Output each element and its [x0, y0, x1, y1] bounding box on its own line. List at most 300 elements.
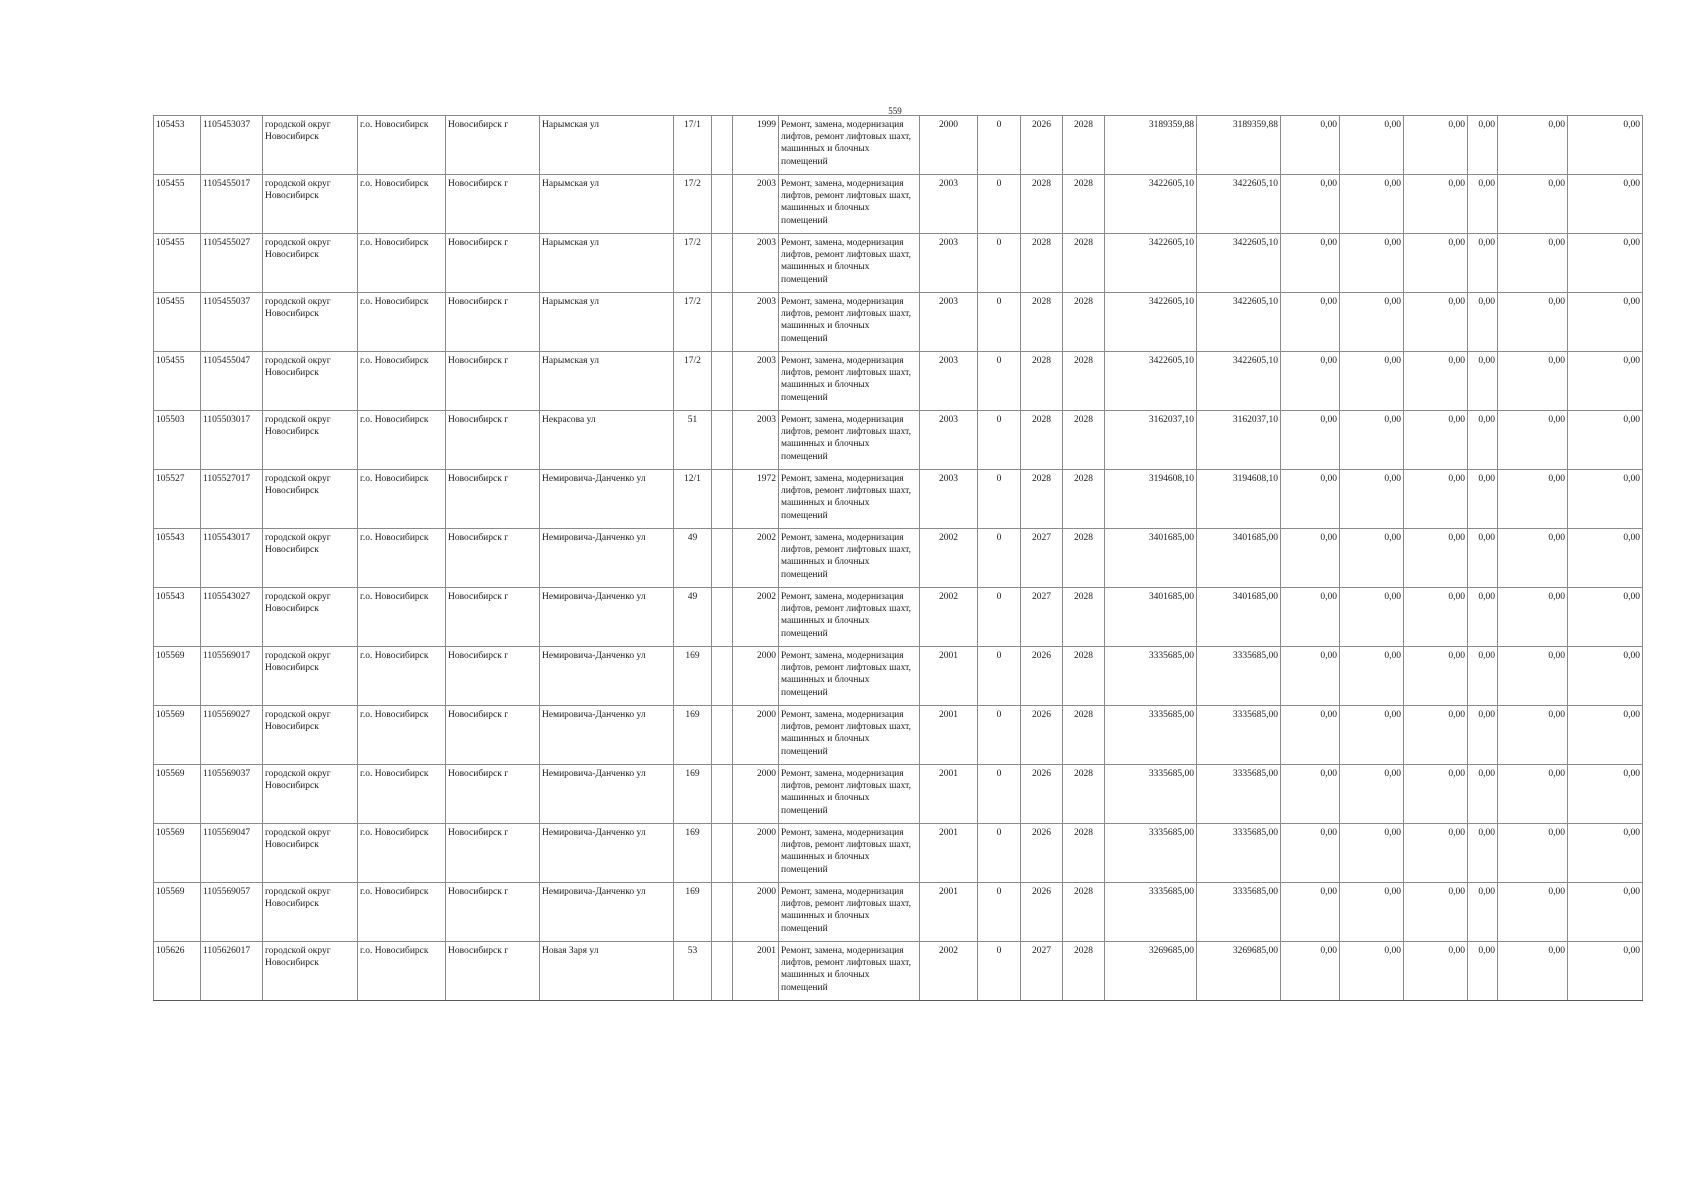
flag-cell: 0 — [978, 588, 1021, 647]
street-cell: Немировича-Данченко ул — [540, 529, 674, 588]
year-built-cell: 2000 — [733, 883, 779, 942]
plan-start-year-cell: 2026 — [1021, 647, 1063, 706]
plan-end-year-cell: 2028 — [1063, 588, 1105, 647]
table-row — [154, 647, 1643, 706]
municipality-cell: г.о. Новосибирск — [358, 529, 446, 588]
cost-share-1-cell: 0,00 — [1281, 765, 1340, 824]
cost-fund-cell: 3401685,00 — [1197, 529, 1281, 588]
street-cell: Нарымская ул — [540, 175, 674, 234]
work-type-cell: Ремонт, замена, модернизация лифтов, ремонт лифтовых шахт, машинных и блочных помещений — [779, 942, 920, 1001]
municipality-cell: г.о. Новосибирск — [358, 411, 446, 470]
cost-fund-cell: 3422605,10 — [1197, 293, 1281, 352]
plan-end-year-cell: 2028 — [1063, 824, 1105, 883]
last-repair-year-cell: 2003 — [920, 293, 978, 352]
municipality-cell: г.о. Новосибирск — [358, 175, 446, 234]
municipality-cell: г.о. Новосибирск — [358, 647, 446, 706]
work-type-cell: Ремонт, замена, модернизация лифтов, ремонт лифтовых шахт, машинных и блочных помещений — [779, 529, 920, 588]
object-code-cell: 1105569017 — [201, 647, 263, 706]
cost-share-4-cell: 0,00 — [1468, 647, 1498, 706]
last-repair-year-cell: 2003 — [920, 352, 978, 411]
house-number-cell: 17/2 — [674, 293, 712, 352]
plan-end-year-cell: 2028 — [1063, 470, 1105, 529]
table-row — [154, 352, 1643, 411]
object-code-cell: 1105543017 — [201, 529, 263, 588]
work-type-cell: Ремонт, замена, модернизация лифтов, ремонт лифтовых шахт, машинных и блочных помещений — [779, 647, 920, 706]
cost-share-5-cell: 0,00 — [1498, 116, 1568, 175]
last-repair-year-cell: 2002 — [920, 529, 978, 588]
municipality-cell: г.о. Новосибирск — [358, 293, 446, 352]
cost-share-6-cell: 0,00 — [1568, 942, 1643, 1001]
city-cell: Новосибирск г — [446, 175, 540, 234]
street-cell: Немировича-Данченко ул — [540, 765, 674, 824]
cost-fund-cell: 3269685,00 — [1197, 942, 1281, 1001]
object-code-cell: 1105569047 — [201, 824, 263, 883]
cost-share-5-cell: 0,00 — [1498, 647, 1568, 706]
house-number-cell: 17/2 — [674, 352, 712, 411]
cost-share-1-cell: 0,00 — [1281, 116, 1340, 175]
table-row — [154, 765, 1643, 824]
building-cell — [712, 647, 733, 706]
city-cell: Новосибирск г — [446, 942, 540, 1001]
table-row — [154, 942, 1643, 1001]
cost-fund-cell: 3162037,10 — [1197, 411, 1281, 470]
object-code-cell: 1105455037 — [201, 293, 263, 352]
year-built-cell: 2000 — [733, 824, 779, 883]
cost-share-4-cell: 0,00 — [1468, 942, 1498, 1001]
cost-total-cell: 3194608,10 — [1105, 470, 1197, 529]
repair-register-table — [153, 115, 1643, 1001]
city-cell: Новосибирск г — [446, 647, 540, 706]
cost-share-1-cell: 0,00 — [1281, 942, 1340, 1001]
plan-start-year-cell: 2028 — [1021, 352, 1063, 411]
municipality-cell: г.о. Новосибирск — [358, 706, 446, 765]
plan-end-year-cell: 2028 — [1063, 411, 1105, 470]
object-code-cell: 1105503017 — [201, 411, 263, 470]
object-code-cell: 1105626017 — [201, 942, 263, 1001]
cost-share-3-cell: 0,00 — [1404, 116, 1468, 175]
city-cell: Новосибирск г — [446, 883, 540, 942]
flag-cell: 0 — [978, 824, 1021, 883]
cost-share-1-cell: 0,00 — [1281, 411, 1340, 470]
plan-start-year-cell: 2026 — [1021, 883, 1063, 942]
house-number-cell: 53 — [674, 942, 712, 1001]
building-cell — [712, 293, 733, 352]
cost-share-1-cell: 0,00 — [1281, 234, 1340, 293]
plan-end-year-cell: 2028 — [1063, 234, 1105, 293]
street-cell: Немировича-Данченко ул — [540, 588, 674, 647]
cost-share-3-cell: 0,00 — [1404, 293, 1468, 352]
table-row — [154, 824, 1643, 883]
cost-share-6-cell: 0,00 — [1568, 706, 1643, 765]
plan-end-year-cell: 2028 — [1063, 293, 1105, 352]
table-row — [154, 588, 1643, 647]
cost-total-cell: 3335685,00 — [1105, 647, 1197, 706]
district-cell: городской округ Новосибирск — [263, 175, 358, 234]
table-row — [154, 234, 1643, 293]
cost-share-2-cell: 0,00 — [1340, 588, 1404, 647]
work-type-cell: Ремонт, замена, модернизация лифтов, ремонт лифтовых шахт, машинных и блочных помещений — [779, 765, 920, 824]
cost-fund-cell: 3335685,00 — [1197, 883, 1281, 942]
work-type-cell: Ремонт, замена, модернизация лифтов, ремонт лифтовых шахт, машинных и блочных помещений — [779, 706, 920, 765]
cost-share-6-cell: 0,00 — [1568, 824, 1643, 883]
cost-share-6-cell: 0,00 — [1568, 765, 1643, 824]
last-repair-year-cell: 2002 — [920, 942, 978, 1001]
flag-cell: 0 — [978, 293, 1021, 352]
object-code-cell: 1105455047 — [201, 352, 263, 411]
cost-share-4-cell: 0,00 — [1468, 234, 1498, 293]
record-id-cell: 105455 — [154, 234, 201, 293]
cost-share-1-cell: 0,00 — [1281, 824, 1340, 883]
cost-total-cell: 3335685,00 — [1105, 883, 1197, 942]
plan-end-year-cell: 2028 — [1063, 116, 1105, 175]
cost-share-2-cell: 0,00 — [1340, 824, 1404, 883]
cost-share-5-cell: 0,00 — [1498, 529, 1568, 588]
record-id-cell: 105626 — [154, 942, 201, 1001]
cost-share-5-cell: 0,00 — [1498, 883, 1568, 942]
year-built-cell: 2003 — [733, 293, 779, 352]
building-cell — [712, 352, 733, 411]
flag-cell: 0 — [978, 883, 1021, 942]
object-code-cell: 1105455027 — [201, 234, 263, 293]
street-cell: Немировича-Данченко ул — [540, 647, 674, 706]
cost-share-6-cell: 0,00 — [1568, 293, 1643, 352]
cost-share-1-cell: 0,00 — [1281, 529, 1340, 588]
record-id-cell: 105569 — [154, 706, 201, 765]
cost-total-cell: 3422605,10 — [1105, 293, 1197, 352]
flag-cell: 0 — [978, 411, 1021, 470]
house-number-cell: 169 — [674, 647, 712, 706]
page-number: 559 — [888, 106, 902, 116]
cost-share-5-cell: 0,00 — [1498, 411, 1568, 470]
cost-share-5-cell: 0,00 — [1498, 234, 1568, 293]
flag-cell: 0 — [978, 706, 1021, 765]
year-built-cell: 2002 — [733, 529, 779, 588]
cost-share-1-cell: 0,00 — [1281, 883, 1340, 942]
flag-cell: 0 — [978, 116, 1021, 175]
cost-share-6-cell: 0,00 — [1568, 529, 1643, 588]
cost-fund-cell: 3422605,10 — [1197, 352, 1281, 411]
cost-share-4-cell: 0,00 — [1468, 765, 1498, 824]
cost-share-3-cell: 0,00 — [1404, 706, 1468, 765]
cost-total-cell: 3422605,10 — [1105, 352, 1197, 411]
flag-cell: 0 — [978, 234, 1021, 293]
last-repair-year-cell: 2003 — [920, 175, 978, 234]
plan-start-year-cell: 2028 — [1021, 411, 1063, 470]
plan-start-year-cell: 2028 — [1021, 234, 1063, 293]
object-code-cell: 1105455017 — [201, 175, 263, 234]
district-cell: городской округ Новосибирск — [263, 765, 358, 824]
cost-share-4-cell: 0,00 — [1468, 116, 1498, 175]
record-id-cell: 105569 — [154, 647, 201, 706]
plan-start-year-cell: 2028 — [1021, 293, 1063, 352]
district-cell: городской округ Новосибирск — [263, 293, 358, 352]
cost-share-2-cell: 0,00 — [1340, 706, 1404, 765]
cost-fund-cell: 3422605,10 — [1197, 234, 1281, 293]
plan-start-year-cell: 2028 — [1021, 470, 1063, 529]
plan-end-year-cell: 2028 — [1063, 175, 1105, 234]
building-cell — [712, 529, 733, 588]
district-cell: городской округ Новосибирск — [263, 824, 358, 883]
work-type-cell: Ремонт, замена, модернизация лифтов, ремонт лифтовых шахт, машинных и блочных помещений — [779, 352, 920, 411]
cost-share-6-cell: 0,00 — [1568, 234, 1643, 293]
street-cell: Немировича-Данченко ул — [540, 883, 674, 942]
cost-share-3-cell: 0,00 — [1404, 942, 1468, 1001]
cost-fund-cell: 3335685,00 — [1197, 706, 1281, 765]
cost-share-1-cell: 0,00 — [1281, 706, 1340, 765]
record-id-cell: 105569 — [154, 765, 201, 824]
cost-share-6-cell: 0,00 — [1568, 411, 1643, 470]
cost-fund-cell: 3335685,00 — [1197, 824, 1281, 883]
cost-fund-cell: 3422605,10 — [1197, 175, 1281, 234]
cost-share-4-cell: 0,00 — [1468, 411, 1498, 470]
district-cell: городской округ Новосибирск — [263, 706, 358, 765]
cost-share-2-cell: 0,00 — [1340, 765, 1404, 824]
work-type-cell: Ремонт, замена, модернизация лифтов, ремонт лифтовых шахт, машинных и блочных помещений — [779, 883, 920, 942]
record-id-cell: 105569 — [154, 883, 201, 942]
cost-share-1-cell: 0,00 — [1281, 647, 1340, 706]
year-built-cell: 2003 — [733, 175, 779, 234]
street-cell: Нарымская ул — [540, 293, 674, 352]
plan-start-year-cell: 2027 — [1021, 529, 1063, 588]
year-built-cell: 2002 — [733, 588, 779, 647]
building-cell — [712, 883, 733, 942]
year-built-cell: 2003 — [733, 411, 779, 470]
cost-share-3-cell: 0,00 — [1404, 411, 1468, 470]
house-number-cell: 17/2 — [674, 234, 712, 293]
building-cell — [712, 470, 733, 529]
cost-share-5-cell: 0,00 — [1498, 942, 1568, 1001]
cost-share-6-cell: 0,00 — [1568, 470, 1643, 529]
flag-cell: 0 — [978, 352, 1021, 411]
record-id-cell: 105543 — [154, 588, 201, 647]
cost-total-cell: 3401685,00 — [1105, 529, 1197, 588]
street-cell: Немировича-Данченко ул — [540, 824, 674, 883]
cost-share-6-cell: 0,00 — [1568, 647, 1643, 706]
table-row — [154, 470, 1643, 529]
house-number-cell: 49 — [674, 529, 712, 588]
municipality-cell: г.о. Новосибирск — [358, 883, 446, 942]
year-built-cell: 2000 — [733, 647, 779, 706]
building-cell — [712, 175, 733, 234]
cost-share-4-cell: 0,00 — [1468, 470, 1498, 529]
city-cell: Новосибирск г — [446, 529, 540, 588]
district-cell: городской округ Новосибирск — [263, 352, 358, 411]
last-repair-year-cell: 2001 — [920, 824, 978, 883]
city-cell: Новосибирск г — [446, 706, 540, 765]
cost-share-6-cell: 0,00 — [1568, 883, 1643, 942]
cost-share-4-cell: 0,00 — [1468, 529, 1498, 588]
cost-share-3-cell: 0,00 — [1404, 588, 1468, 647]
plan-end-year-cell: 2028 — [1063, 647, 1105, 706]
house-number-cell: 17/2 — [674, 175, 712, 234]
cost-share-6-cell: 0,00 — [1568, 116, 1643, 175]
plan-end-year-cell: 2028 — [1063, 883, 1105, 942]
cost-fund-cell: 3194608,10 — [1197, 470, 1281, 529]
last-repair-year-cell: 2003 — [920, 234, 978, 293]
cost-share-2-cell: 0,00 — [1340, 470, 1404, 529]
house-number-cell: 12/1 — [674, 470, 712, 529]
street-cell: Нарымская ул — [540, 234, 674, 293]
cost-share-4-cell: 0,00 — [1468, 883, 1498, 942]
plan-start-year-cell: 2027 — [1021, 942, 1063, 1001]
last-repair-year-cell: 2001 — [920, 765, 978, 824]
record-id-cell: 105453 — [154, 116, 201, 175]
cost-total-cell: 3422605,10 — [1105, 234, 1197, 293]
cost-total-cell: 3269685,00 — [1105, 942, 1197, 1001]
cost-share-2-cell: 0,00 — [1340, 647, 1404, 706]
street-cell: Немировича-Данченко ул — [540, 470, 674, 529]
cost-share-2-cell: 0,00 — [1340, 234, 1404, 293]
year-built-cell: 1972 — [733, 470, 779, 529]
city-cell: Новосибирск г — [446, 824, 540, 883]
cost-fund-cell: 3335685,00 — [1197, 765, 1281, 824]
city-cell: Новосибирск г — [446, 470, 540, 529]
cost-share-2-cell: 0,00 — [1340, 883, 1404, 942]
cost-share-5-cell: 0,00 — [1498, 175, 1568, 234]
work-type-cell: Ремонт, замена, модернизация лифтов, ремонт лифтовых шахт, машинных и блочных помещений — [779, 293, 920, 352]
cost-share-1-cell: 0,00 — [1281, 588, 1340, 647]
record-id-cell: 105455 — [154, 352, 201, 411]
cost-share-5-cell: 0,00 — [1498, 352, 1568, 411]
building-cell — [712, 588, 733, 647]
house-number-cell: 17/1 — [674, 116, 712, 175]
object-code-cell: 1105453037 — [201, 116, 263, 175]
cost-total-cell: 3422605,10 — [1105, 175, 1197, 234]
street-cell: Нарымская ул — [540, 116, 674, 175]
cost-share-5-cell: 0,00 — [1498, 588, 1568, 647]
plan-end-year-cell: 2028 — [1063, 529, 1105, 588]
last-repair-year-cell: 2001 — [920, 883, 978, 942]
cost-share-3-cell: 0,00 — [1404, 824, 1468, 883]
cost-share-2-cell: 0,00 — [1340, 529, 1404, 588]
plan-start-year-cell: 2026 — [1021, 765, 1063, 824]
plan-start-year-cell: 2026 — [1021, 116, 1063, 175]
cost-total-cell: 3335685,00 — [1105, 706, 1197, 765]
cost-share-3-cell: 0,00 — [1404, 352, 1468, 411]
last-repair-year-cell: 2001 — [920, 706, 978, 765]
city-cell: Новосибирск г — [446, 234, 540, 293]
work-type-cell: Ремонт, замена, модернизация лифтов, ремонт лифтовых шахт, машинных и блочных помещений — [779, 116, 920, 175]
work-type-cell: Ремонт, замена, модернизация лифтов, ремонт лифтовых шахт, машинных и блочных помещений — [779, 588, 920, 647]
table-row — [154, 706, 1643, 765]
object-code-cell: 1105569037 — [201, 765, 263, 824]
cost-share-2-cell: 0,00 — [1340, 175, 1404, 234]
last-repair-year-cell: 2003 — [920, 411, 978, 470]
cost-share-3-cell: 0,00 — [1404, 765, 1468, 824]
district-cell: городской округ Новосибирск — [263, 234, 358, 293]
house-number-cell: 169 — [674, 765, 712, 824]
year-built-cell: 1999 — [733, 116, 779, 175]
district-cell: городской округ Новосибирск — [263, 588, 358, 647]
building-cell — [712, 942, 733, 1001]
cost-share-3-cell: 0,00 — [1404, 175, 1468, 234]
year-built-cell: 2003 — [733, 352, 779, 411]
cost-share-3-cell: 0,00 — [1404, 529, 1468, 588]
cost-share-4-cell: 0,00 — [1468, 175, 1498, 234]
building-cell — [712, 765, 733, 824]
plan-start-year-cell: 2026 — [1021, 706, 1063, 765]
street-cell: Некрасова ул — [540, 411, 674, 470]
district-cell: городской округ Новосибирск — [263, 470, 358, 529]
district-cell: городской округ Новосибирск — [263, 411, 358, 470]
city-cell: Новосибирск г — [446, 116, 540, 175]
work-type-cell: Ремонт, замена, модернизация лифтов, ремонт лифтовых шахт, машинных и блочных помещений — [779, 824, 920, 883]
plan-end-year-cell: 2028 — [1063, 352, 1105, 411]
municipality-cell: г.о. Новосибирск — [358, 352, 446, 411]
city-cell: Новосибирск г — [446, 765, 540, 824]
table-row — [154, 411, 1643, 470]
flag-cell: 0 — [978, 765, 1021, 824]
cost-total-cell: 3189359,88 — [1105, 116, 1197, 175]
cost-share-1-cell: 0,00 — [1281, 470, 1340, 529]
flag-cell: 0 — [978, 647, 1021, 706]
year-built-cell: 2000 — [733, 765, 779, 824]
table-row — [154, 175, 1643, 234]
table-row — [154, 116, 1643, 175]
municipality-cell: г.о. Новосибирск — [358, 588, 446, 647]
district-cell: городской округ Новосибирск — [263, 647, 358, 706]
cost-share-5-cell: 0,00 — [1498, 706, 1568, 765]
district-cell: городской округ Новосибирск — [263, 883, 358, 942]
city-cell: Новосибирск г — [446, 352, 540, 411]
building-cell — [712, 824, 733, 883]
cost-share-4-cell: 0,00 — [1468, 293, 1498, 352]
cost-share-2-cell: 0,00 — [1340, 116, 1404, 175]
cost-total-cell: 3335685,00 — [1105, 824, 1197, 883]
municipality-cell: г.о. Новосибирск — [358, 234, 446, 293]
plan-end-year-cell: 2028 — [1063, 942, 1105, 1001]
house-number-cell: 49 — [674, 588, 712, 647]
table-row — [154, 529, 1643, 588]
cost-share-5-cell: 0,00 — [1498, 765, 1568, 824]
last-repair-year-cell: 2003 — [920, 470, 978, 529]
cost-share-5-cell: 0,00 — [1498, 293, 1568, 352]
record-id-cell: 105543 — [154, 529, 201, 588]
work-type-cell: Ремонт, замена, модернизация лифтов, ремонт лифтовых шахт, машинных и блочных помещений — [779, 470, 920, 529]
object-code-cell: 1105543027 — [201, 588, 263, 647]
plan-end-year-cell: 2028 — [1063, 706, 1105, 765]
municipality-cell: г.о. Новосибирск — [358, 116, 446, 175]
cost-share-3-cell: 0,00 — [1404, 647, 1468, 706]
flag-cell: 0 — [978, 175, 1021, 234]
cost-share-4-cell: 0,00 — [1468, 588, 1498, 647]
cost-share-6-cell: 0,00 — [1568, 352, 1643, 411]
cost-share-4-cell: 0,00 — [1468, 824, 1498, 883]
cost-share-3-cell: 0,00 — [1404, 883, 1468, 942]
municipality-cell: г.о. Новосибирск — [358, 765, 446, 824]
house-number-cell: 169 — [674, 883, 712, 942]
house-number-cell: 169 — [674, 824, 712, 883]
work-type-cell: Ремонт, замена, модернизация лифтов, ремонт лифтовых шахт, машинных и блочных помещений — [779, 234, 920, 293]
city-cell: Новосибирск г — [446, 588, 540, 647]
flag-cell: 0 — [978, 470, 1021, 529]
cost-share-1-cell: 0,00 — [1281, 352, 1340, 411]
municipality-cell: г.о. Новосибирск — [358, 942, 446, 1001]
street-cell: Немировича-Данченко ул — [540, 706, 674, 765]
cost-share-6-cell: 0,00 — [1568, 175, 1643, 234]
building-cell — [712, 234, 733, 293]
flag-cell: 0 — [978, 529, 1021, 588]
plan-start-year-cell: 2026 — [1021, 824, 1063, 883]
cost-fund-cell: 3189359,88 — [1197, 116, 1281, 175]
cost-fund-cell: 3335685,00 — [1197, 647, 1281, 706]
cost-share-2-cell: 0,00 — [1340, 293, 1404, 352]
municipality-cell: г.о. Новосибирск — [358, 824, 446, 883]
table-body — [154, 116, 1643, 1001]
cost-fund-cell: 3401685,00 — [1197, 588, 1281, 647]
plan-start-year-cell: 2028 — [1021, 175, 1063, 234]
record-id-cell: 105455 — [154, 293, 201, 352]
